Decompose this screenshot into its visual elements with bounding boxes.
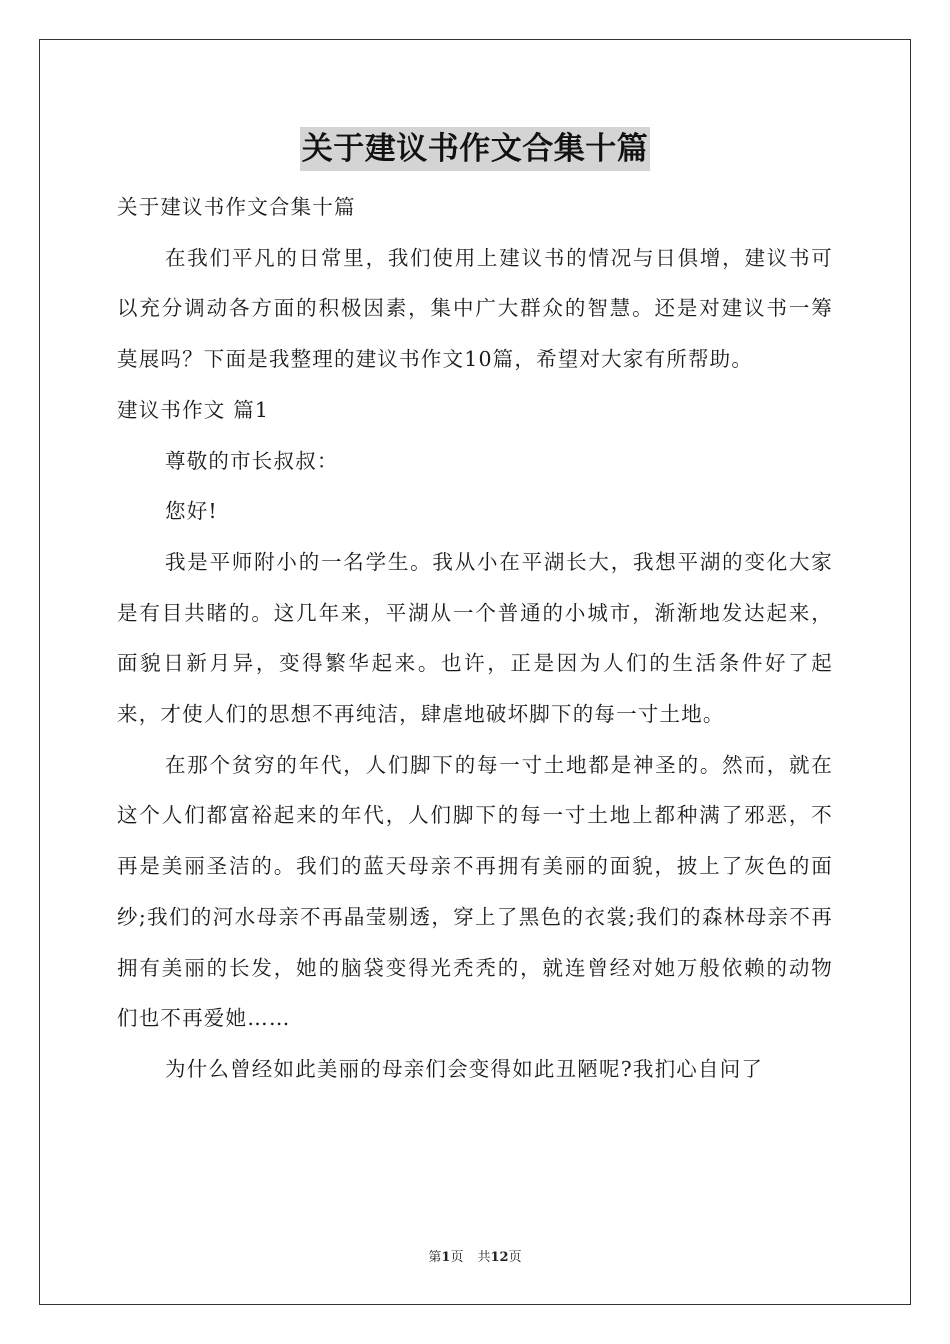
body-paragraph: 我是平师附小的一名学生。我从小在平湖长大，我想平湖的变化大家是有目共睹的。这几年来，平湖从一个普通的小城市，渐渐地发达起来，面貌日新月异，变得繁华起来。也许，正是因为人们的生活条件好了起来，才使人们的思想不再纯洁，肆虐地破坏脚下的每一寸土地。 — [117, 549, 833, 727]
section-heading: 建议书作文 篇1 — [117, 397, 270, 422]
title-container — [0, 127, 950, 171]
subtitle-line: 关于建议书作文合集十篇 — [117, 195, 356, 219]
total-prefix: 共 — [477, 1250, 491, 1265]
intro-paragraph: 在我们平凡的日常里，我们使用上建议书的情况与日俱增，建议书可以充分调动各方面的积极因素，集中广大群众的智慧。还是对建议书一筹莫展吗？下面是我整理的建议书作文10篇，希望对大家有所帮助。 — [117, 245, 833, 372]
body-paragraph: 为什么曾经如此美丽的母亲们会变得如此丑陋呢?我扪心自问了 — [165, 1056, 764, 1081]
page-footer — [0, 1246, 950, 1265]
total-pages: 12 — [490, 1250, 509, 1265]
document-body — [117, 182, 833, 1095]
page-unit: 页 — [450, 1250, 464, 1265]
total-unit: 页 — [508, 1250, 522, 1265]
body-paragraph: 在那个贫穷的年代，人们脚下的每一寸土地都是神圣的。然而，就在这个人们都富裕起来的年代，人们脚下的每一寸土地上都种满了邪恶，不再是美丽圣洁的。我们的蓝天母亲不再拥有美丽的面貌，披上了灰色的面纱;我们的河水母亲不再晶莹剔透，穿上了黑色的衣裳;我们的森林母亲不再拥有美丽的长发，她的脑袋变得光秃秃的，就连曾经对她万般依赖的动物们也不再爱她…… — [117, 752, 833, 1031]
letter-salutation: 尊敬的市长叔叔： — [165, 448, 339, 473]
page-prefix: 第 — [428, 1250, 442, 1265]
document-title: 关于建议书作文合集十篇 — [300, 127, 651, 171]
letter-greeting: 您好! — [165, 499, 218, 524]
page-number: 1 — [441, 1250, 451, 1265]
